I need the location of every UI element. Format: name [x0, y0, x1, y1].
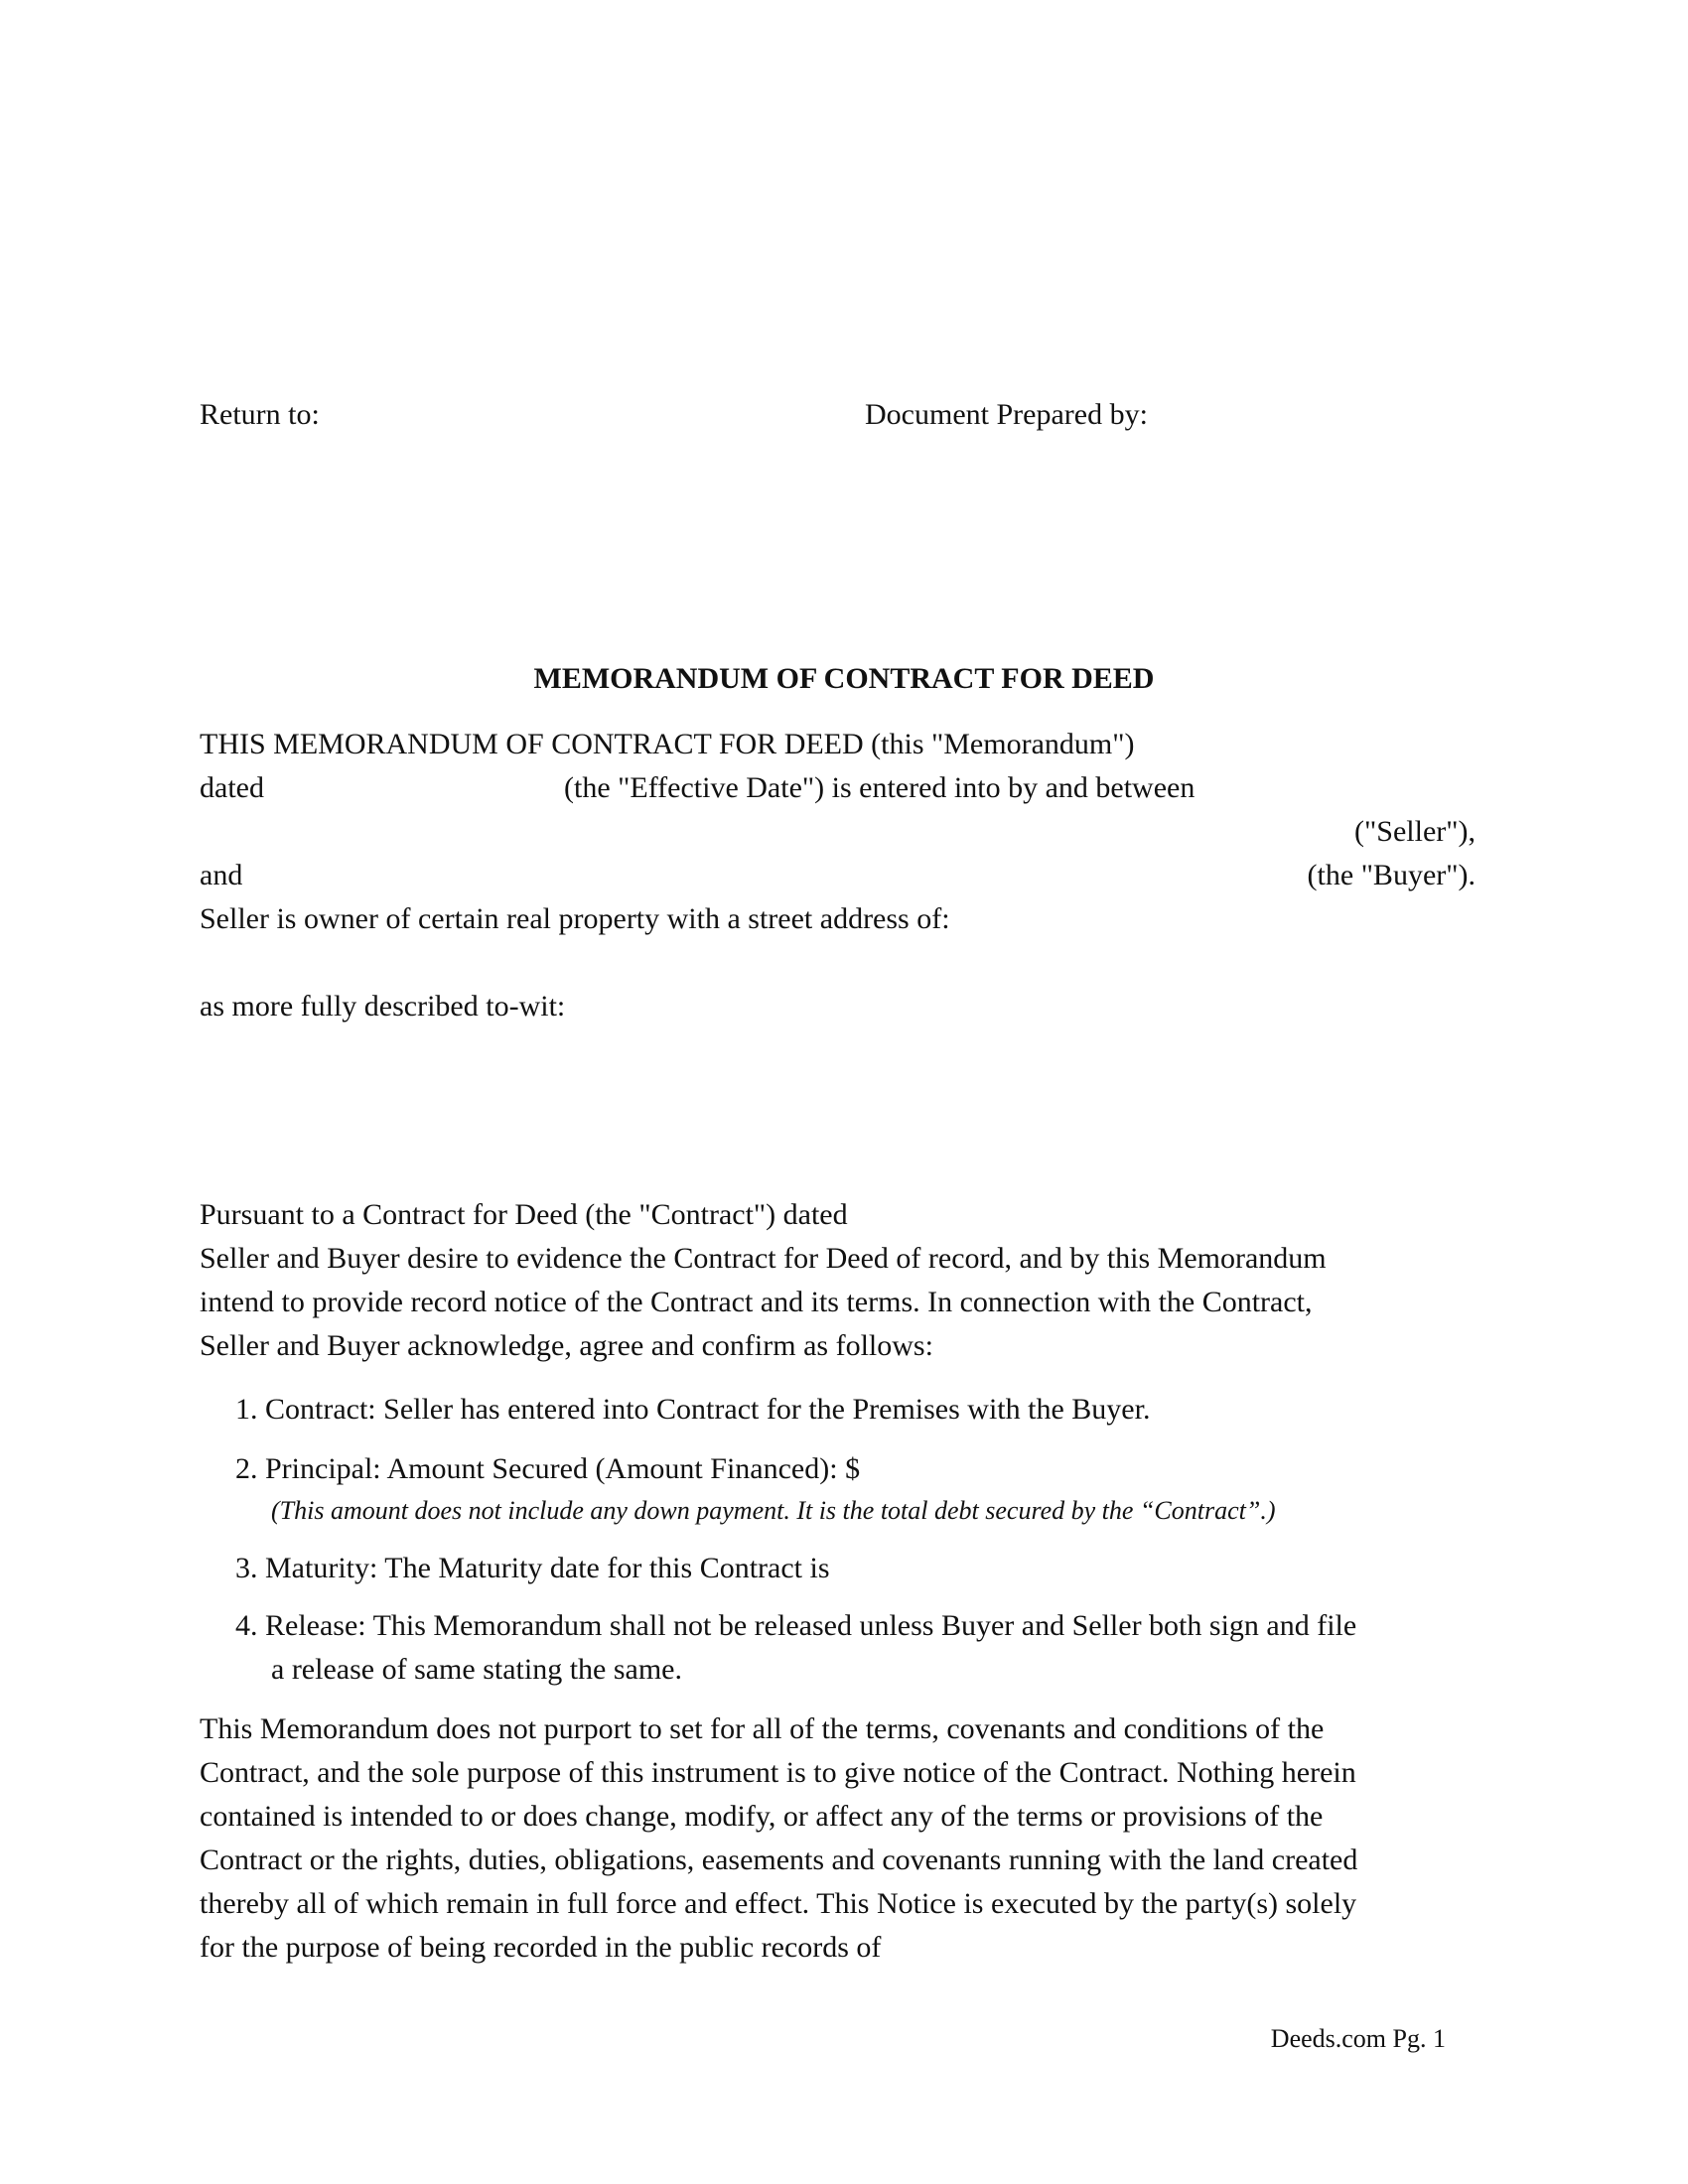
- page-footer: Deeds.com Pg. 1: [1270, 2024, 1446, 2053]
- item-contract: 1. Contract: Seller has entered into Contract for the Premises with the Buyer.: [235, 1393, 1151, 1426]
- closing-line: thereby all of which remain in full force and effect. This Notice is executed by the party(s) solely: [200, 1887, 1357, 1920]
- item-principal-note: (This amount does not include any down payment. It is the total debt secured by the “Contract”.): [271, 1496, 1276, 1525]
- closing-paragraph: [200, 1707, 1490, 1970]
- closing-line: This Memorandum does not purport to set for all of the terms, covenants and conditions of the: [200, 1712, 1325, 1745]
- return-to-label: Return to:: [200, 398, 320, 431]
- described-line: as more fully described to-wit:: [200, 990, 566, 1023]
- prepared-by-label: Document Prepared by:: [865, 398, 1148, 431]
- seller-label: ("Seller"),: [1354, 815, 1476, 848]
- owner-line: Seller is owner of certain real property with a street address of:: [200, 902, 950, 935]
- pursuant-line: Seller and Buyer acknowledge, agree and confirm as follows:: [200, 1329, 933, 1362]
- item-release-line-2: a release of same stating the same.: [271, 1653, 682, 1686]
- item-principal: 2. Principal: Amount Secured (Amount Financed): $: [235, 1452, 861, 1485]
- pursuant-line: Seller and Buyer desire to evidence the Contract for Deed of record, and by this Memorandum: [200, 1242, 1327, 1275]
- intro-line-1: THIS MEMORANDUM OF CONTRACT FOR DEED (this "Memorandum"): [200, 728, 1135, 760]
- buyer-label: (the "Buyer").: [1307, 859, 1476, 891]
- pursuant-paragraph: [200, 1193, 1490, 1368]
- pursuant-line: intend to provide record notice of the Contract and its terms. In connection with the Contract,: [200, 1286, 1313, 1318]
- closing-line: for the purpose of being recorded in the public records of: [200, 1931, 882, 1964]
- pursuant-line: Pursuant to a Contract for Deed (the "Contract") dated: [200, 1198, 848, 1231]
- closing-line: Contract, and the sole purpose of this instrument is to give notice of the Contract. Nothing herein: [200, 1756, 1356, 1789]
- dated-label: dated: [200, 771, 264, 804]
- item-release-line-1: 4. Release: This Memorandum shall not be released unless Buyer and Seller both sign and file: [235, 1609, 1357, 1642]
- effective-date-text: (the "Effective Date") is entered into by and between: [564, 771, 1196, 804]
- document-title: MEMORANDUM OF CONTRACT FOR DEED: [533, 662, 1155, 695]
- closing-line: contained is intended to or does change, modify, or affect any of the terms or provisions of the: [200, 1800, 1324, 1833]
- and-label: and: [200, 859, 243, 891]
- item-maturity: 3. Maturity: The Maturity date for this Contract is: [235, 1552, 830, 1584]
- closing-line: Contract or the rights, duties, obligations, easements and covenants running with the land created: [200, 1843, 1358, 1876]
